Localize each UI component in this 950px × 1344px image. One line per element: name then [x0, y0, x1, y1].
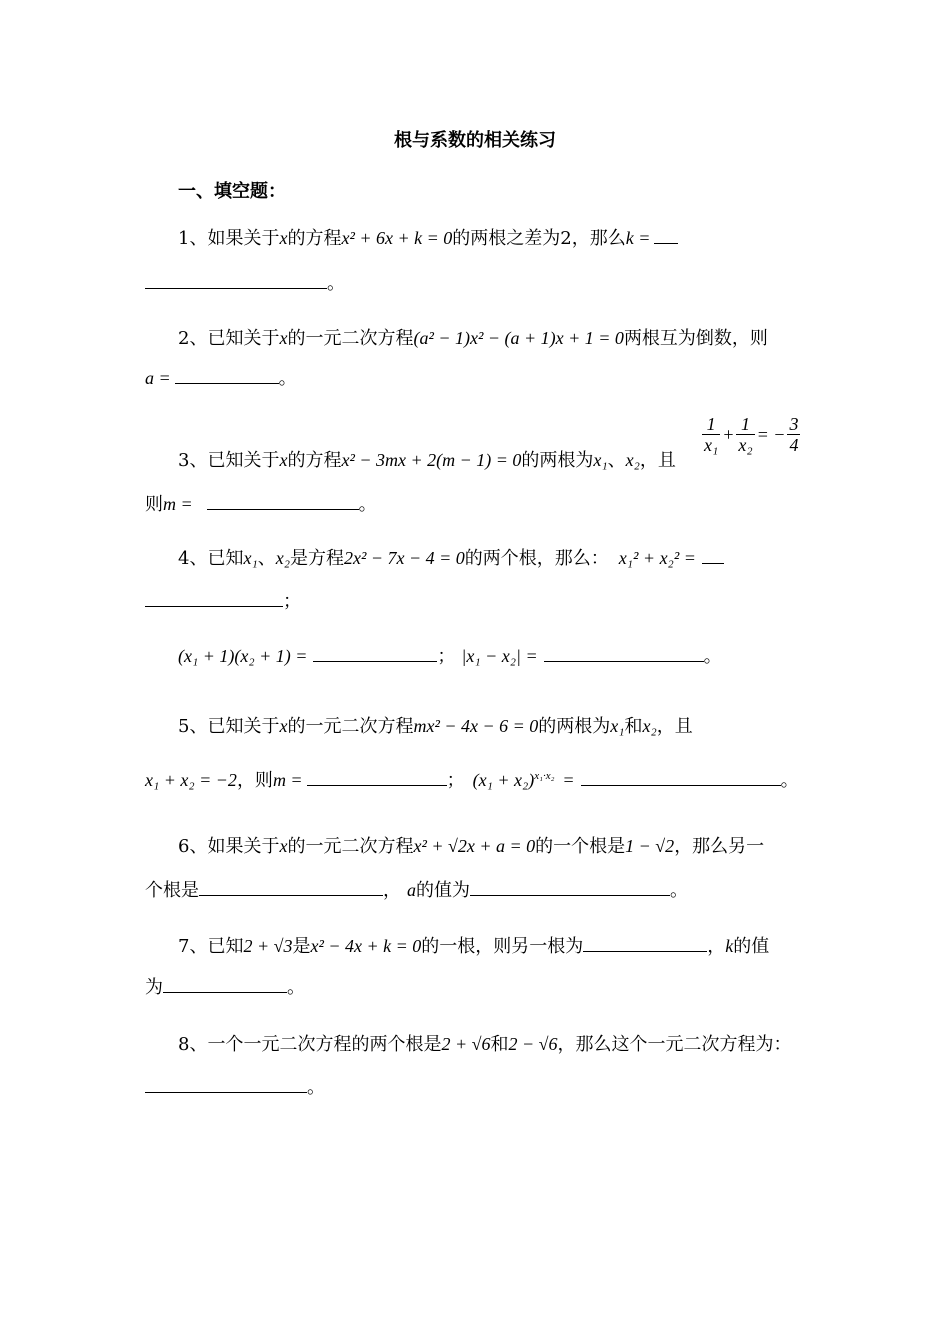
question-8-line-1 [178, 1032, 792, 1057]
q7-label: 7、已知 [178, 936, 244, 957]
question-6-line-2 [145, 878, 688, 903]
question-1-line-2 [145, 272, 345, 296]
q4-end-1: ； [283, 591, 301, 612]
q6-tail: 的一个根是 [535, 836, 626, 857]
q7-equation: x² − 4x + k = 0 [310, 936, 422, 956]
q1-tail: 的两根之差为2，那么 [452, 228, 626, 249]
q8-root-1: 2 + √6 [441, 1034, 491, 1054]
q4-tail: 的两个根，那么： [464, 548, 609, 569]
q4-answer-1-blank-start[interactable] [702, 547, 724, 564]
q7-value-label: 的值 [733, 936, 770, 957]
q4-answer-3-blank[interactable] [544, 645, 704, 662]
q4-sep-2: ； [437, 646, 456, 667]
q3-frac-2 [736, 414, 754, 455]
q7-answer-1-blank[interactable] [583, 935, 707, 952]
q6-comma: ， [383, 880, 401, 901]
q3-mid: 的方程 [287, 450, 342, 471]
question-4-line-1 [178, 546, 724, 571]
question-4-line-3 [178, 644, 722, 669]
question-4-line-2 [145, 590, 301, 614]
q7-end: 。 [287, 977, 305, 998]
q1-answer-blank-start[interactable] [654, 227, 678, 244]
q6-value-label: 的值为 [416, 880, 470, 901]
q4-label: 4、已知 [178, 548, 244, 569]
q8-root-2: 2 − √6 [508, 1034, 558, 1054]
question-2-line-1 [178, 326, 768, 351]
q1-var: x [279, 228, 288, 248]
q2-answer-var: a = [145, 368, 171, 388]
q8-and: 和 [490, 1034, 509, 1055]
q5-and: 和 [624, 716, 643, 737]
question-8-line-2 [145, 1076, 325, 1100]
q5-expr-exponent: x₁·x₂ [534, 770, 555, 782]
q6-root: 1 − √2 [625, 836, 675, 856]
q5-end: 。 [780, 770, 799, 791]
q8-answer-blank[interactable] [145, 1076, 307, 1093]
q7-k-var: k [725, 936, 734, 956]
q6-answer-1-blank[interactable] [199, 879, 383, 896]
q5-sep: ； [446, 770, 465, 791]
q7-comma: ， [707, 936, 726, 957]
q4-mid: 是方程 [289, 548, 344, 569]
question-6-line-1 [178, 834, 764, 859]
q3-frac-1 [702, 414, 720, 455]
q1-answer-var: k = [625, 228, 651, 248]
q3-root-2: x₂ [625, 450, 640, 470]
q3-frac-rhs-den: 4 [789, 435, 799, 455]
question-7-line-2 [145, 976, 305, 1000]
q5-answer-var: m = [272, 770, 303, 790]
q6-end: 。 [670, 880, 688, 901]
q6-equation: x² + √2x + a = 0 [413, 836, 536, 856]
q4-answer-2-blank[interactable] [313, 645, 437, 662]
q3-end: 。 [358, 494, 377, 515]
q5-tail-2: ，且 [656, 716, 693, 737]
q5-then: ，则 [236, 770, 273, 791]
q2-equation: (a² − 1)x² − (a + 1)x + 1 = 0 [413, 328, 624, 348]
q3-frac-1-num: 1 [702, 414, 720, 435]
question-3-line-1 [178, 448, 676, 473]
q3-frac-2-num: 1 [736, 414, 754, 435]
q6-mid: 的一元二次方程 [287, 836, 414, 857]
q7-tail: 的一根，则另一根为 [421, 936, 584, 957]
question-7-line-1 [178, 934, 769, 959]
question-3-line-2 [145, 492, 377, 517]
q2-label: 2、已知关于 [178, 328, 280, 349]
q3-tail: 的两根为 [521, 450, 594, 471]
q4-root-1: x₁ [243, 548, 258, 568]
q3-label: 3、已知关于 [178, 450, 280, 471]
q3-frac-rhs-num: 3 [789, 414, 799, 434]
q3-var: x [279, 450, 288, 470]
q6-label: 6、如果关于 [178, 836, 280, 857]
q5-equals: = [562, 770, 575, 790]
question-1-line-1 [178, 226, 678, 251]
q3-frac-1-den: x₁ [704, 435, 719, 455]
q5-condition: x₁ + x₂ = −2 [145, 770, 237, 790]
q1-end: 。 [327, 273, 345, 294]
q4-expr-3: |x₁ − x₂| = [461, 646, 538, 666]
q5-equation: mx² − 4x − 6 = 0 [413, 716, 539, 736]
q4-equation: 2x² − 7x − 4 = 0 [343, 548, 465, 568]
page-title: 根与系数的相关练习 [394, 130, 556, 151]
q8-end: 。 [307, 1077, 325, 1098]
q7-mid: 是 [292, 936, 311, 957]
q3-equation: x² − 3mx + 2(m − 1) = 0 [341, 450, 522, 470]
q3-answer-var: m = [163, 494, 193, 514]
q6-answer-2-blank[interactable] [470, 879, 670, 896]
q3-sep: 、 [607, 450, 626, 471]
q5-root-2: x₂ [642, 716, 657, 736]
q3-fraction-condition: $\frac{1}{\text{x₁}}$ + $\frac{1}{\text{x₂}}$ = − $\frac{3}{4}$ [704, 414, 799, 455]
q3-answer-blank[interactable] [207, 493, 359, 510]
q5-answer-2-blank[interactable] [581, 769, 781, 786]
q2-tail: 两根互为倒数，则 [623, 328, 768, 349]
q1-answer-blank[interactable] [145, 272, 327, 289]
q4-expr-1: x₁² + x₂² = [618, 548, 696, 568]
q8-label: 8、一个一元二次方程的两个根是 [178, 1034, 442, 1055]
q5-tail: 的两根为 [538, 716, 611, 737]
q5-label: 5、已知关于 [178, 716, 280, 737]
question-5-line-2 [145, 764, 799, 793]
q3-frac-rhs [787, 414, 800, 455]
q5-var: x [279, 716, 288, 736]
q7-root: 2 + √3 [243, 936, 293, 956]
q1-mid: 的方程 [287, 228, 342, 249]
q1-equation: x² + 6x + k = 0 [341, 228, 453, 248]
q5-mid: 的一元二次方程 [287, 716, 414, 737]
q4-expr-2: (x₁ + 1)(x₂ + 1) = [178, 646, 308, 666]
question-2-line-2 [145, 366, 297, 391]
q7-answer-2-blank[interactable] [163, 976, 287, 993]
q8-tail: ，那么这个一元二次方程为： [557, 1034, 792, 1055]
q3-tail-2: ，且 [639, 450, 676, 471]
q6-var: x [279, 836, 288, 856]
q3-frac-2-den: x₂ [738, 435, 753, 455]
q2-mid: 的一元二次方程 [287, 328, 414, 349]
q2-end: 。 [278, 368, 297, 389]
q4-sep: 、 [257, 548, 276, 569]
q1-label: 1、如果关于 [178, 228, 280, 249]
q6-tail-2: ，那么另一 [674, 836, 765, 857]
q6-other-root-label: 个根是 [145, 880, 199, 901]
q3-then: 则 [145, 494, 163, 515]
q5-answer-1-blank[interactable] [307, 769, 447, 786]
q4-end: 。 [703, 646, 722, 667]
q5-root-1: x₁ [610, 716, 625, 736]
q3-root-1: x₁ [593, 450, 608, 470]
q4-answer-1-blank[interactable] [145, 590, 283, 607]
question-5-line-1 [178, 714, 693, 739]
q2-answer-blank[interactable] [175, 367, 279, 384]
q7-line-2-label: 为 [145, 977, 163, 998]
section-heading: 一、填空题： [178, 181, 286, 202]
q4-root-2: x₂ [275, 548, 290, 568]
q5-expr: (x₁ + x₂) [472, 770, 535, 790]
q2-var: x [279, 328, 288, 348]
q6-answer-var: a [407, 880, 416, 900]
